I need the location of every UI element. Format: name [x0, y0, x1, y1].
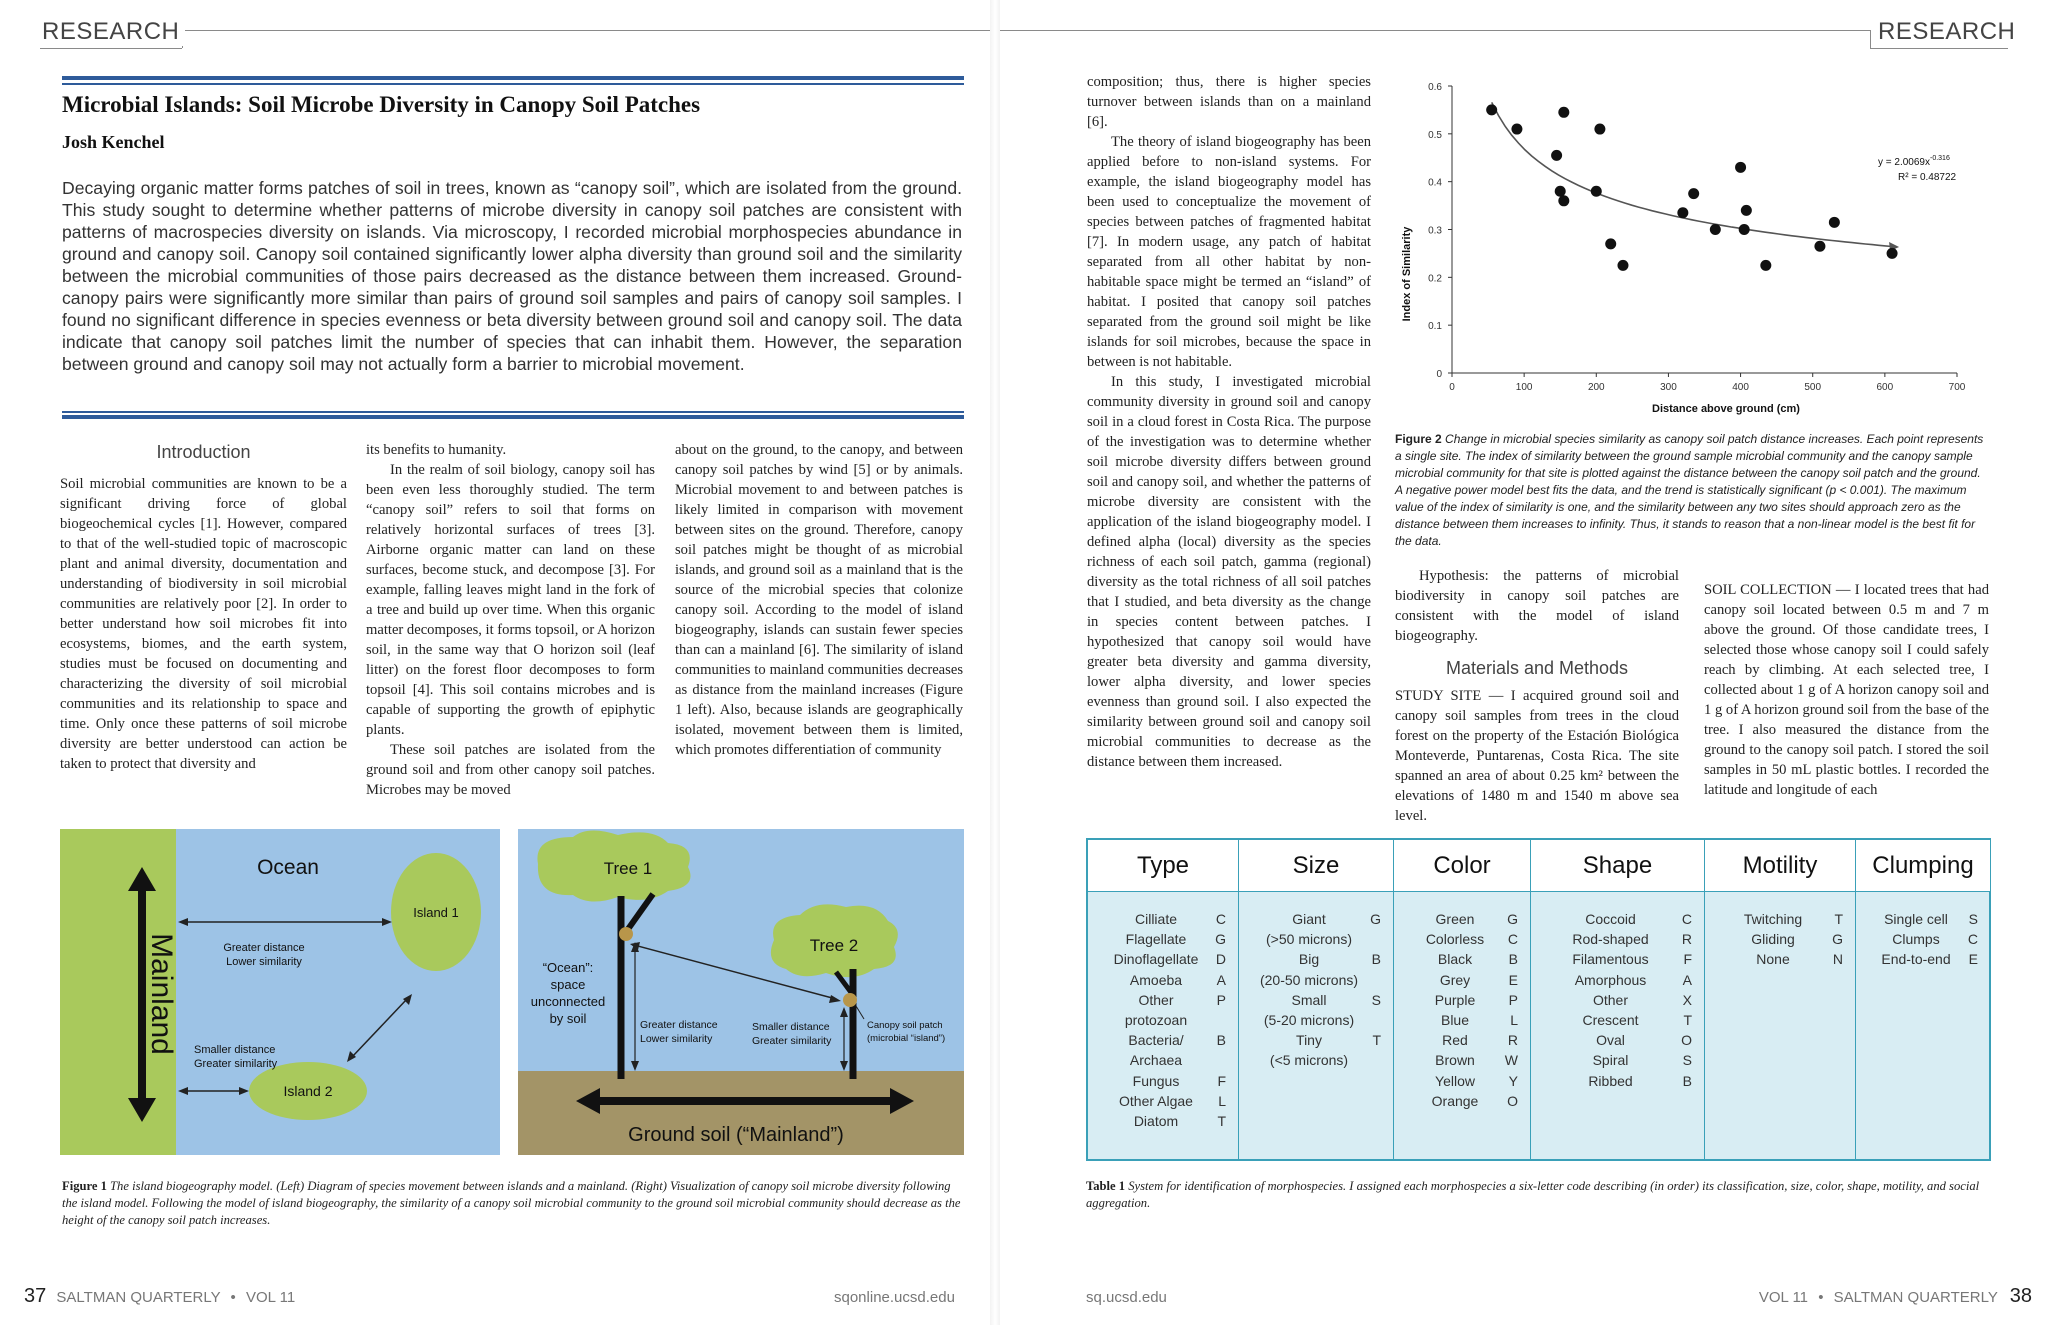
table-row — [1239, 909, 1393, 929]
table-cell-code: E — [1968, 951, 1978, 968]
trend-equation-exponent: -0.316 — [1929, 155, 1950, 162]
paragraph-soil-collection: SOIL COLLECTION — I located trees that had canopy soil located between 0.5 m and 7 m above the ground. Of those candidate trees, I selected those whose canopy soil I could safely reach by climbing. At each selected tree, I collected about 1 g of A horizon canopy soil and 1 g of A horizon ground soil from the base of the tree. I also measured the distance from the ground to the canopy soil patch. I stored the soil samples in 50 mL plastic bottles. I recorded the latitude and longitude of each — [1704, 582, 1989, 798]
table-cell-name: Red — [1442, 1032, 1468, 1049]
table-cell-code: N — [1832, 951, 1843, 968]
table-cell-name: Big — [1298, 951, 1320, 968]
table-cell-name: Fungus — [1132, 1072, 1180, 1089]
section-heading-introduction: Introduction — [156, 442, 251, 462]
table-row — [1239, 1030, 1393, 1050]
y-tick-labels — [1428, 82, 1442, 380]
table-row — [1531, 929, 1704, 949]
table-cell-name: Other Algae — [1119, 1092, 1193, 1109]
far-distance-label-1: Greater distance — [223, 942, 305, 954]
left-col-1 — [60, 442, 347, 774]
table-cell-code: X — [1682, 991, 1692, 1008]
data-point — [1688, 188, 1699, 199]
y-tick-label: 0.5 — [1428, 129, 1442, 141]
table-row — [1856, 909, 1990, 929]
trend-equation — [1878, 155, 1950, 168]
section-heading-methods: Materials and Methods — [1445, 658, 1629, 678]
patch-label-2: (microbial “island”) — [867, 1033, 946, 1044]
ocean-label: Ocean — [257, 856, 319, 879]
table-cell-name: Amorphous — [1574, 971, 1647, 988]
figure1-caption-label: Figure 1 — [62, 1179, 107, 1193]
page-gutter — [990, 0, 1000, 1325]
paragraph: In the realm of soil biology, canopy soil has been even less thoroughly studied. The term “canopy soil” refers to soil that forms on relatively horizontal surfaces of trees [3]. Airborne organic matter can land on these surfaces, become stuck, and decompose [3]. For example, falling leaves might land in the fork of a tree and build up over time. When this organic matter decomposes, it forms topsoil, or A horizon soil, in the same way that O horizon soil (leaf litter) on the forest floor decomposes to form topsoil [4]. This soil contains microbes and is capable of supporting the growth of epiphytic plants. — [366, 462, 655, 738]
table-row — [1394, 1091, 1530, 1111]
paragraph-study-site: STUDY SITE — I acquired ground soil and canopy soil samples from trees in the cloud forest on the property of the Estación Biológica Monteverde, Puntarenas, Costa Rica. The site spanned an area of about 0.25 km² between the elevations of 1480 m and 1540 m above sea level. — [1395, 688, 1679, 824]
figure1-canopy-diagram — [518, 829, 964, 1155]
table-row — [1531, 990, 1704, 1010]
figure1-island-diagram — [60, 829, 500, 1155]
x-tick-label: 400 — [1732, 382, 1749, 393]
table-row — [1239, 929, 1393, 949]
table-header: Color — [1394, 840, 1530, 892]
table-cell-code: G — [1507, 911, 1518, 927]
table-cell-code: B — [1682, 1072, 1692, 1089]
table-row — [1856, 929, 1990, 949]
table-cell-code: C — [1507, 931, 1518, 948]
far-label-1: Greater distance — [640, 1019, 718, 1031]
table-cell-name: Purple — [1434, 991, 1476, 1008]
data-point — [1814, 241, 1825, 252]
data-point — [1617, 260, 1628, 271]
island-1-label: Island 1 — [413, 905, 459, 920]
table-cell-code: C — [1215, 911, 1226, 927]
table-cell-name: Filamentous — [1572, 951, 1649, 968]
table-column-type — [1088, 840, 1239, 1159]
data-point — [1741, 205, 1752, 216]
table-row — [1088, 990, 1238, 1010]
title-rule-top-thin — [62, 83, 964, 85]
table-cell-name: Dinoflagellate — [1113, 951, 1199, 968]
table-cell-code: C — [1681, 911, 1692, 927]
table-cell-code: W — [1504, 1052, 1518, 1069]
table-header: Type — [1088, 840, 1238, 892]
tree-2-label: Tree 2 — [809, 936, 859, 955]
header-rule-right — [1870, 48, 2008, 49]
paragraph: These soil patches are isolated from the ground soil and from other canopy soil patches. Microbes may be moved — [366, 742, 655, 798]
table-cell-code: F — [1683, 951, 1692, 968]
table-row — [1239, 1050, 1393, 1070]
table-row — [1394, 970, 1530, 990]
table-cell-name: Green — [1435, 911, 1475, 927]
table-cell-code: R — [1681, 931, 1692, 948]
table-row — [1531, 970, 1704, 990]
table-cell-code: D — [1215, 951, 1226, 968]
table-cell-code: A — [1682, 971, 1692, 988]
data-points — [1486, 104, 1897, 270]
data-point — [1887, 248, 1898, 259]
table-cell-code: Y — [1508, 1072, 1518, 1089]
header-rule — [182, 30, 1870, 31]
table-cell-code — [1367, 970, 1381, 990]
figure1-caption-text: The island biogeography model. (Left) Diagram of species movement between islands and a mainland. (Right) Visualization of canopy soil microbe diversity following the island model. Following the model of island biogeography, the similarity of a canopy soil microbial community to the ground soil microbial community should decrease as the height of the canopy soil patch increases. — [62, 1179, 961, 1227]
table-cell-name: Bacteria/ — [1128, 1032, 1184, 1049]
table-cell-code: S — [1371, 991, 1381, 1008]
table-row — [1088, 1050, 1238, 1070]
table-cell-name: Clumps — [1892, 931, 1940, 948]
header-rule-right-tick — [1870, 30, 1871, 48]
table-cell-name: Oval — [1596, 1032, 1625, 1049]
y-tick-label: 0.3 — [1428, 225, 1442, 237]
table-cell-code — [1367, 929, 1381, 949]
left-col-3 — [675, 440, 963, 760]
figure2-caption-label: Figure 2 — [1395, 432, 1442, 446]
y-tick-label: 0.1 — [1428, 321, 1442, 333]
table-cell-code — [1367, 1010, 1381, 1030]
ocean-label-2: space — [550, 977, 586, 992]
table-cell-name: Diatom — [1133, 1113, 1179, 1130]
chart-axes — [1448, 86, 1957, 377]
paragraph: The theory of island biogeography has been applied before to non-island systems. For example, the island biogeography model has been used to conceptualize the movement of species between patches of fragmented habitat [7]. In modern usage, any patch of habitat separated from all other habitat by non-habitable space might be termed an “island” of habitat. I posited that canopy soil patches separated from the ground soil might be like islands for soil microbes, because the space in between is not habitable. — [1087, 134, 1371, 370]
x-tick-label: 200 — [1587, 382, 1605, 393]
table-cell-code: B — [1508, 951, 1518, 968]
paragraph: about on the ground, to the canopy, and between canopy soil patches by wind [5] or by animals. Microbial movement to and between patches is likely limited in comparison with movement between sites on the ground. Therefore, canopy soil patches might be thought of as microbial islands, and ground soil as a mainland that is the source of the microbial species that colonize canopy soil. According to the model of island biogeography, islands can sustain fewer species than can a mainland [6]. The similarity of island communities to mainland communities decreases as distance from the mainland increases (Figure 1 left). Also, because islands are geographically isolated, movement between them is limited, which promotes differentiation of community — [675, 442, 963, 758]
table-cell-code: T — [1372, 1032, 1381, 1049]
table1-caption-text: System for identification of morphospecies. I assigned each morphospecies a six-letter code describing (in order) its classification, size, color, shape, motility, and social aggregation. — [1086, 1179, 1980, 1210]
table-cell-name: Coccoid — [1585, 911, 1636, 927]
y-tick-label: 0.6 — [1428, 82, 1442, 93]
table-cell-code: P — [1216, 991, 1226, 1008]
table-cell-code: E — [1508, 971, 1518, 988]
data-point — [1558, 107, 1569, 118]
table-cell-name: Single cell — [1884, 911, 1948, 927]
header-left-label: RESEARCH — [36, 18, 185, 46]
table-cell-name: Gliding — [1751, 931, 1795, 948]
table-cell-name: (<5 microns) — [1269, 1052, 1349, 1069]
mainland-label: Mainland — [145, 933, 178, 1055]
figure2-scatter-chart — [1396, 74, 1992, 420]
table-column-motility — [1705, 840, 1856, 1159]
table-row — [1531, 1030, 1704, 1050]
table-row — [1088, 970, 1238, 990]
morphospecies-table — [1086, 838, 1991, 1161]
tree-2-soil-patch — [843, 993, 857, 1007]
x-tick-label: 100 — [1515, 382, 1533, 393]
table-header: Shape — [1531, 840, 1704, 892]
y-tick-label: 0.2 — [1428, 273, 1442, 285]
data-point — [1829, 217, 1840, 228]
table-cell-code: R — [1507, 1032, 1518, 1049]
x-tick-label: 0 — [1449, 382, 1455, 393]
table-row — [1394, 909, 1530, 929]
y-tick-label: 0.4 — [1428, 177, 1442, 189]
table-cell-name: Tiny — [1296, 1032, 1322, 1049]
table-cell-code: L — [1510, 1012, 1518, 1029]
hypothesis: Hypothesis: the patterns of microbial biodiversity in canopy soil patches are consistent with the model of island biogeography. — [1395, 568, 1679, 644]
header-right-label: RESEARCH — [1872, 18, 2021, 46]
table-row — [1088, 1111, 1238, 1131]
table-cell-code: L — [1218, 1092, 1226, 1109]
footer-journal-left: SALTMAN QUARTERLY — [56, 1289, 221, 1306]
tree-1-label: Tree 1 — [603, 859, 653, 878]
abstract-rule-bottom — [62, 415, 964, 419]
table-row — [1088, 909, 1238, 929]
table-cell-code: S — [1968, 911, 1978, 927]
table-column-size — [1239, 840, 1394, 1159]
trend-equation-base: y = 2.0069x — [1878, 157, 1930, 168]
paragraph: its benefits to humanity. — [366, 442, 507, 458]
table-row — [1531, 949, 1704, 969]
article-author: Josh Kenchel — [62, 132, 165, 152]
table-cell-name: Black — [1437, 951, 1473, 968]
x-tick-label: 600 — [1876, 382, 1894, 393]
right-col-1 — [1087, 72, 1371, 772]
near-distance-label-2: Greater similarity — [194, 1058, 278, 1070]
data-point — [1551, 150, 1562, 161]
table-cell-name: Twitching — [1743, 911, 1803, 927]
data-point — [1511, 124, 1522, 135]
table-column-clumping — [1856, 840, 1990, 1159]
footer-bullet-left: • — [230, 1289, 236, 1306]
ocean-label-4: by soil — [549, 1011, 587, 1026]
paragraph: composition; thus, there is higher species turnover between islands than on a mainland [6]. — [1087, 74, 1371, 130]
patch-label-1: Canopy soil patch — [867, 1020, 943, 1031]
table-body — [1531, 892, 1704, 1091]
table-cell-name: Amoeba — [1129, 971, 1183, 988]
table-cell-name: (5-20 microns) — [1263, 1012, 1355, 1029]
x-tick-label: 700 — [1948, 382, 1966, 393]
table-cell-name: Small — [1291, 991, 1327, 1008]
table-row — [1088, 949, 1238, 969]
table-cell-name: protozoan — [1124, 1012, 1188, 1029]
table-cell-name: Blue — [1440, 1012, 1470, 1029]
far-distance-label-2: Lower similarity — [226, 956, 302, 968]
table-cell-code: G — [1215, 931, 1226, 948]
table-cell-name: End-to-end — [1881, 951, 1951, 968]
near-label-2: Greater similarity — [752, 1035, 832, 1047]
table-cell-code: T — [1834, 911, 1843, 927]
table-row — [1088, 1030, 1238, 1050]
trend-r-squared: R² = 0.48722 — [1898, 172, 1957, 183]
table-row — [1531, 1050, 1704, 1070]
table-cell-name: Giant — [1292, 911, 1326, 927]
figure2-caption-text: Change in microbial species similarity as canopy soil patch distance increases. Each point represents a single site. The index of similarity between the ground sample microbial community and the canopy sample microbial community for that site is plotted against the distance between the canopy soil patch and the ground. A negative power model best fits the data, and the trend is statistically significant (p < 0.001). The maximum value of the index of similarity is one, and the similarity between any two sites should approach zero as the distance between them increases to infinity. Thus, it stands to reason that a non-linear model is the best fit for the data. — [1395, 432, 1984, 548]
table-header: Size — [1239, 840, 1393, 892]
table-row — [1239, 990, 1393, 1010]
table-cell-name: Archaea — [1129, 1052, 1183, 1069]
x-tick-labels — [1449, 382, 1966, 393]
near-label-1: Smaller distance — [752, 1021, 830, 1033]
data-point — [1760, 260, 1771, 271]
left-col-2 — [366, 440, 655, 800]
page-number-right: 38 — [2009, 1285, 2032, 1307]
table-row — [1394, 1030, 1530, 1050]
table-column-color — [1394, 840, 1531, 1159]
footer-url-left[interactable]: sqonline.ucsd.edu — [834, 1289, 955, 1306]
table-cell-name: Orange — [1431, 1092, 1479, 1109]
table-row — [1394, 1071, 1530, 1091]
ground-label: Ground soil (“Mainland”) — [628, 1124, 844, 1146]
table-body — [1088, 892, 1238, 1131]
article-abstract: Decaying organic matter forms patches of soil in trees, known as “canopy soil”, which are isolated from the ground. This study sought to determine whether patterns of microbe diversity in canopy soil patches are consistent with patterns of macrospecies diversity on islands. Via microscopy, I recorded microbial morphospecies abundance in ground and canopy soil. Canopy soil contained significantly lower alpha diversity than ground soil and the similarity between the microbial communities of those pairs decreased as the distance between them increased. Ground-canopy pairs were significantly more similar than pairs of ground soil samples and pairs of canopy soil samples. I found no significant difference in species evenness or beta diversity between ground soil and canopy soil. The data indicate that canopy soil patches limit the number of species that can inhabit them. However, the separation between ground and canopy soil may not actually form a barrier to microbial movement. — [62, 178, 962, 374]
table-cell-name: (20-50 microns) — [1259, 971, 1359, 988]
footer-vol-left: VOL 11 — [245, 1289, 296, 1306]
table-cell-name: Colorless — [1425, 931, 1485, 948]
data-point — [1605, 238, 1616, 249]
table-cell-code: T — [1683, 1012, 1692, 1029]
table-cell-name: Other — [1592, 991, 1628, 1008]
table-row — [1088, 1091, 1238, 1111]
table-cell-code: B — [1216, 1032, 1226, 1049]
data-point — [1591, 186, 1602, 197]
y-tick-label: 0 — [1436, 369, 1442, 380]
table-cell-code: B — [1371, 951, 1381, 968]
table-cell-code: G — [1370, 911, 1381, 927]
table-row — [1531, 1010, 1704, 1030]
table-row — [1705, 929, 1855, 949]
data-point — [1555, 186, 1566, 197]
table-body — [1394, 892, 1530, 1111]
article-title: Microbial Islands: Soil Microbe Diversity in Canopy Soil Patches — [62, 92, 701, 117]
ocean-label-3: unconnected — [530, 994, 606, 1009]
x-axis-label: Distance above ground (cm) — [1652, 403, 1800, 415]
data-point — [1735, 162, 1746, 173]
island-2-label: Island 2 — [283, 1083, 333, 1099]
table-row — [1394, 949, 1530, 969]
table-body — [1705, 892, 1855, 970]
data-point — [1677, 207, 1688, 218]
footer-bullet-right: • — [1818, 1289, 1824, 1306]
right-col-3 — [1704, 580, 1989, 800]
near-distance-label-1: Smaller distance — [194, 1044, 276, 1056]
table-cell-name: Spiral — [1592, 1052, 1629, 1069]
table-cell-code: C — [1967, 931, 1978, 948]
table-row — [1705, 909, 1855, 929]
table-row — [1394, 990, 1530, 1010]
footer-right — [1759, 1285, 2032, 1308]
table-header: Clumping — [1856, 840, 1990, 892]
table1-caption-label: Table 1 — [1086, 1179, 1126, 1193]
table-row — [1088, 929, 1238, 949]
table-cell-name: (>50 microns) — [1266, 931, 1352, 948]
paragraph: In this study, I investigated microbial community diversity in ground soil and canopy soil in a cloud forest in Costa Rica. The purpose of the investigation was to determine whether soil microbe diversity differs between ground soil and canopy soil, and whether the patterns of microbe diversity are consistent with the application of the island biogeography model. I defined alpha (local) diversity as the species richness of each soil patch, gamma (regional) diversity as the total richness of all soil patches that I studied, and beta diversity as the change in species content between patches. I hypothesized that canopy soil would have greater beta diversity and gamma diversity, lower alpha diversity, and lower species evenness than ground soil. I also expected the similarity between ground soil and canopy soil microbial communities to decrease as the distance between them increased. — [1087, 374, 1371, 770]
footer-url-right[interactable]: sq.ucsd.edu — [1086, 1289, 1167, 1306]
table-cell-name: Crescent — [1582, 1012, 1639, 1029]
table1-caption — [1086, 1178, 1991, 1212]
right-col-2 — [1395, 566, 1679, 826]
header-rule-left — [40, 48, 182, 49]
table-cell-code — [1367, 1050, 1381, 1070]
table-cell-code: T — [1217, 1113, 1226, 1130]
table-cell-name: Ribbed — [1588, 1072, 1633, 1089]
table-row — [1856, 949, 1990, 969]
y-axis-label: Index of Similarity — [1401, 226, 1413, 322]
table-cell-code: O — [1507, 1092, 1518, 1109]
table-column-shape — [1531, 840, 1705, 1159]
figure2-caption — [1395, 431, 1990, 550]
table-row — [1088, 1010, 1238, 1030]
table-cell-code: G — [1832, 931, 1843, 948]
table-row — [1239, 1010, 1393, 1030]
table-row — [1394, 929, 1530, 949]
figure1-caption — [62, 1178, 964, 1229]
far-label-2: Lower similarity — [640, 1033, 713, 1045]
table-cell-code: F — [1217, 1072, 1226, 1089]
x-tick-label: 300 — [1660, 382, 1677, 393]
footer-vol-right: VOL 11 — [1758, 1289, 1809, 1306]
x-tick-label: 500 — [1804, 382, 1822, 393]
footer-left — [24, 1285, 295, 1308]
table-cell-name: Yellow — [1435, 1072, 1475, 1089]
table-row — [1531, 1071, 1704, 1091]
table-body — [1856, 892, 1990, 970]
table-cell-code: S — [1682, 1052, 1692, 1069]
table-row — [1394, 1010, 1530, 1030]
table-row — [1394, 1050, 1530, 1070]
page-number-left: 37 — [24, 1285, 47, 1307]
table-cell-code: P — [1508, 991, 1518, 1008]
table-header: Motility — [1705, 840, 1855, 892]
table-row — [1088, 1071, 1238, 1091]
table-cell-name: Cilliate — [1134, 911, 1177, 927]
paragraph: Soil microbial communities are known to be a significant driving force of global biogeochemical cycles [1]. However, compared to that of the well-studied topic of macroscopic plant and animal diversity, documentation and understanding of biodiversity in soil microbial communities are relatively poor [2]. In order to better understand how soil microbes fit into ecosystems, biomes, and the earth system, studies must be focused on documenting and characterizing the diversity of soil microbial communities and its relationship to space and time. Only once these patterns of soil microbe diversity are better understood can action be taken to protect that diversity and — [60, 476, 347, 772]
data-point — [1594, 124, 1605, 135]
table-cell-code — [1212, 1050, 1226, 1070]
table-cell-name: Grey — [1439, 971, 1471, 988]
table-row — [1239, 949, 1393, 969]
title-rule-top — [62, 76, 964, 80]
data-point — [1739, 224, 1750, 235]
abstract-rule-thin — [62, 411, 964, 413]
data-point — [1558, 195, 1569, 206]
tree-1-soil-patch — [619, 927, 633, 941]
data-point — [1486, 104, 1497, 115]
table-cell-code: A — [1216, 971, 1226, 988]
ocean-label-1: “Ocean”: — [542, 960, 594, 975]
table-row — [1531, 909, 1704, 929]
table-cell-code — [1212, 1010, 1226, 1030]
table-cell-code: O — [1681, 1032, 1692, 1049]
table-cell-name: Other — [1138, 991, 1174, 1008]
table-cell-name: Rod-shaped — [1572, 931, 1649, 948]
table-row — [1239, 970, 1393, 990]
table-cell-name: Brown — [1435, 1052, 1475, 1069]
table-cell-name: Flagellate — [1125, 931, 1187, 948]
table-body — [1239, 892, 1393, 1071]
footer-journal-right: SALTMAN QUARTERLY — [1833, 1289, 1998, 1306]
table-cell-name: None — [1756, 951, 1790, 968]
table-row — [1705, 949, 1855, 969]
data-point — [1710, 224, 1721, 235]
